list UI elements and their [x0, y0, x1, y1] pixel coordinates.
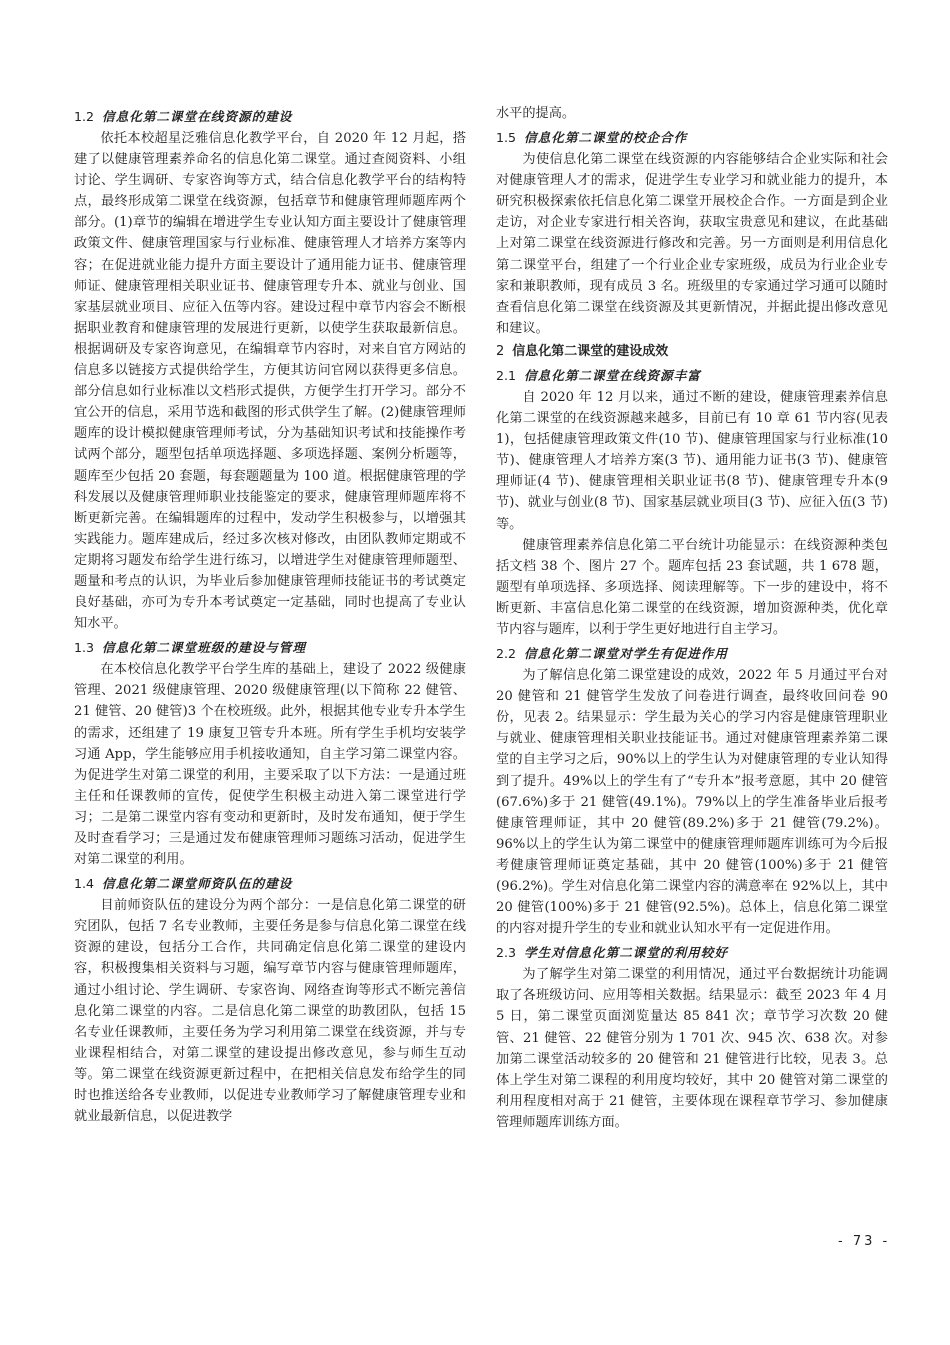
section-title: 信息化第二课堂师资队伍的建设 [102, 876, 293, 892]
section-title: 信息化第二课堂在线资源丰富 [524, 367, 701, 383]
section-number: 2.1 [496, 367, 517, 383]
section-number: 1.3 [74, 640, 95, 656]
section-title: 信息化第二课堂班级的建设与管理 [102, 640, 306, 656]
section-number: 2 [496, 343, 505, 359]
paragraph: 为了解信息化第二课堂建设的成效，2022 年 5 月通过平台对 20 健管和 21 健管学生发放了问卷进行调查，最终收回问卷 90 份，见表 2。结果显示：学生最为关心的学习内容是健康管理职业与就业、健康管理相关职业技能证书。通过对健康管理素养第二课堂的自主学习之后，90%以上的学生认为对健康管理的专业认知得到了提升。49%以上的学生有了“专升本”报考意愿，其中 20 健管(67.6%)多于 21 健管(49.1%)。79%以上的学生准备毕业后报考健康管理师证，其中 20 健管(89.2%)多于 21 健管(79.2%)。96%以上的学生认为第二课堂中的健康管理师题库训练可为今后报考健康管理师证奠定基础，其中 20 健管(100%)多于 21 健管(96.2%)。学生对信息化第二课堂内容的满意率在 92%以上，其中 20 健管(100%)多于 21 健管(92.5%)。总体上，信息化第二课堂的内容对提升学生的专业和就业认知水平有一定促进作用。 [496, 668, 888, 937]
section-title: 信息化第二课堂的校企合作 [524, 130, 688, 146]
section-title: 学生对信息化第二课堂的利用较好 [524, 945, 728, 961]
section-title: 信息化第二课堂在线资源的建设 [102, 109, 293, 124]
paragraph: 为了解学生对第二课堂的利用情况，通过平台数据统计功能调取了各班级访问、应用等相关数据。结果显示：截至 2023 年 4 月 5 日，第二课堂页面浏览量达 85 841 次；章节学习次数 20 健管、21 健管、22 健管分别为 1 701 次、945 次、638 次。对参加第二课堂活动较多的 20 健管和 21 健管进行比较，见表 3。总体上学生对第二课程的利用度均较好，其中 20 健管对第二课堂的利用程度相对高于 21 健管，主要体现在课程章节学习、参加健康管理师题库训练方面。 [496, 967, 888, 1130]
section-heading-2-1 [496, 365, 888, 386]
section-heading-2-3 [496, 942, 888, 963]
section-heading-1-5 [496, 127, 888, 148]
paragraph: 目前师资队伍的建设分为两个部分：一是信息化第二课堂的研究团队，包括 7 名专业教师，主要任务是参与信息化第二课堂在线资源的建设，包括分工合作，共同确定信息化第二课堂的建设内容，积极搜集相关资料与习题，编写章节内容与健康管理师题库，通过小组讨论、学生调研、专家咨询、网络查询等形式不断完善信息化第二课堂的内容。二是信息化第二课堂的助教团队，包括 15 名专业任课教师，主要任务为学习利用第二课堂在线资源，并与专业课程相结合，对第二课堂的建设提出修改意见，参与师生互动等。第二课堂在线资源更新过程中，在把相关信息发布给学生的同时也推送给各专业教师，以促进专业教师学习了解健康管理专业和就业最新信息，以促进教学 [74, 898, 466, 1125]
section-heading-2 [496, 341, 888, 362]
section-heading-2-2 [496, 643, 888, 664]
section-heading-1-4 [74, 873, 466, 894]
paragraph: 为使信息化第二课堂在线资源的内容能够结合企业实际和社会对健康管理人才的需求，促进学生专业学习和就业能力的提升，本研究积极探索依托信息化第二课堂开展校企合作。一方面是到企业走访，对企业专家进行相关咨询，获取宝贵意见和建议，在此基础上对第二课堂在线资源进行修改和完善。另一方面则是利用信息化第二课堂平台，组建了一个行业企业专家班级，成员为行业企业专家和兼职教师，现有成员 3 名。班级里的专家通过学习通可以随时查看信息化第二课堂在线资源及其更新情况，并据此提出修改意见和建议。 [496, 152, 888, 336]
section-heading-1-3 [74, 637, 466, 658]
paragraph: 自 2020 年 12 月以来，通过不断的建设，健康管理素养信息化第二课堂的在线资源越来越多，目前已有 10 章 61 节内容(见表 1)，包括健康管理政策文件(10 节)、健康管理国家与行业标准(10 节)、健康管理人才培养方案(3 节)、通用能力证书(3 节)、健康管理师证(4 节)、健康管理相关职业证书(8 节)、健康管理专升本(9 节)、就业与创业(8 节)、国家基层就业项目(3 节)、应征入伍(3 节)等。 [496, 389, 888, 532]
section-number: 2.2 [496, 646, 517, 662]
section-heading-1-2 [74, 106, 466, 127]
paragraph: 依托本校超星泛雅信息化教学平台，自 2020 年 12 月起，搭建了以健康管理素养命名的信息化第二课堂。通过查阅资料、小组讨论、学生调研、专家咨询等方式，结合信息化教学平台的结构特点，最终形成第二课堂在线资源，包括章节和健康管理师题库两个部分。(1)章节的编辑在增进学生专业认知方面主要设计了健康管理政策文件、健康管理国家与行业标准、健康管理人才培养方案等内容；在促进就业能力提升方面主要设计了通用能力证书、健康管理师证、健康管理相关职业证书、健康管理专升本、就业与创业、国家基层就业项目、应征入伍等内容。建设过程中章节内容会不断根据职业教育和健康管理的发展进行更新，以使学生获取最新信息。根据调研及专家咨询意见，在编辑章节内容时，对来自官方网站的信息多以链接方式提供给学生，方便其访问官网以获得更多信息。部分信息如行业标准以文档形式提供，方便学生打开学习。部分不宜公开的信息，采用节选和截图的形式供学生了解。(2)健康管理师题库的设计模拟健康管理师考试，分为基础知识考试和技能操作考试两个部分，题型包括单项选择题、多项选择题、案例分析题等，题库至少包括 20 套题，每套题题量为 100 道。根据健康管理的学科发展以及健康管理师职业技能鉴定的要求，健康管理师题库将不断更新完善。在编辑题库的过程中，发动学生积极参与，以增强其实践能力。题库建成后，经过多次核对修改，由团队教师定期或不定期将习题发布给学生进行练习，以增进学生对健康管理师题型、题量和考点的认识，为毕业后参加健康管理师技能证书的考试奠定良好基础，亦可为专升本考试奠定一定基础，同时也提高了专业认知水平。 [74, 131, 466, 632]
section-number: 1.2 [74, 109, 95, 124]
section-number: 2.3 [496, 945, 517, 961]
right-column [496, 103, 888, 1133]
paragraph: 健康管理素养信息化第二平台统计功能显示：在线资源种类包括文档 38 个、图片 27 个。题库包括 23 套试题，共 1 678 题，题型有单项选择、多项选择、阅读理解等。下一步的建设中，将不断更新、丰富信息化第二课堂的在线资源，增加资源种类，优化章节内容与题库，以利于学生更好地进行自主学习。 [496, 537, 888, 637]
section-title: 信息化第二课堂对学生有促进作用 [524, 646, 728, 662]
page-number: - 73 - [838, 1234, 891, 1249]
left-column [74, 103, 466, 1127]
section-number: 1.5 [496, 130, 517, 146]
paragraph: 在本校信息化教学平台学生库的基础上，建设了 2022 级健康管理、2021 级健康管理、2020 级健康管理(以下简称 22 健管、21 健管、20 健管)3 个在校班级。此外，根据其他专业专升本学生的需求，还组建了 19 康复卫管专升本班。所有学生手机均安装学习通 App，学生能够应用手机接收通知，自主学习第二课堂内容。为促进学生对第二课堂的利用，主要采取了以下方法：一是通过班主任和任课教师的宣传，促使学生积极主动进入第二课堂进行学习；二是第二课堂内容有变动和更新时，及时发布通知，便于学生及时查看学习；三是通过发布健康管理师习题练习活动，促进学生对第二课堂的利用。 [74, 662, 466, 868]
section-number: 1.4 [74, 876, 95, 892]
paragraph-continued: 水平的提高。 [496, 106, 576, 121]
section-title: 信息化第二课堂的建设成效 [512, 343, 669, 359]
